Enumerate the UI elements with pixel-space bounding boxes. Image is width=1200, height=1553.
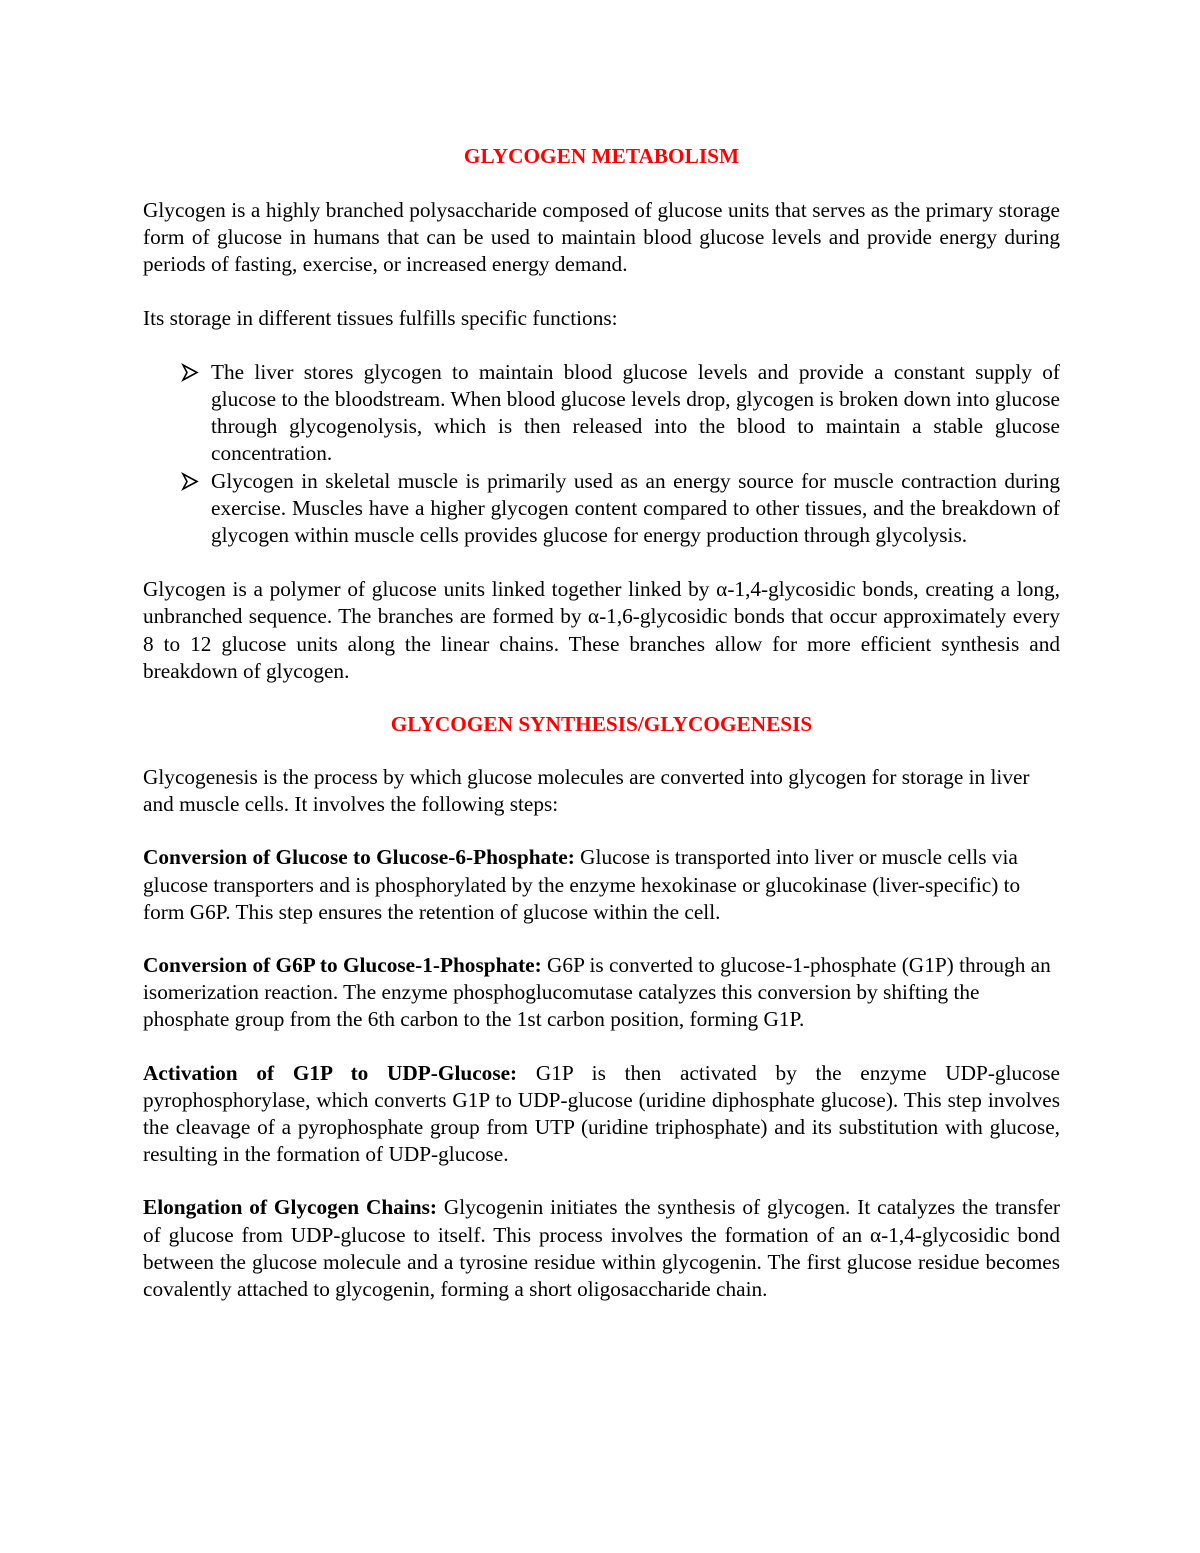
list-item xyxy=(143,468,1060,550)
step-text: Glycogenin initiates the synthesis of glycogen. It catalyzes the transfer of glucose from UDP-glucose to itself. This process involves the formation of an α-1,4-glycosidic bond between the glucose molecule and a tyrosine residue within glycogenin. The first glucose residue becomes covalently attached to glycogenin, forming a short oligosaccharide chain. xyxy=(143,1195,1060,1302)
structure-paragraph: Glycogen is a polymer of glucose units linked together linked by α-1,4-glycosidic bonds, creating a long, unbranched sequence. The branches are formed by α-1,6-glycosidic bonds that occur approximately every 8 to 12 glucose units along the linear chains. These branches allow for more efficient synthesis and breakdown of glycogen. xyxy=(143,577,1060,683)
step-paragraph xyxy=(143,1060,1060,1169)
arrowhead-bullet-icon xyxy=(180,468,200,495)
arrowhead-bullet-icon xyxy=(180,359,200,386)
document-page xyxy=(143,138,1060,1303)
storage-lead-paragraph: Its storage in different tissues fulfills specific functions: xyxy=(143,305,618,330)
step-label: Activation of G1P to UDP-Glucose: xyxy=(143,1060,518,1085)
list-item xyxy=(143,359,1060,468)
step-text: G1P is then activated by the enzyme UDP-glucose pyrophosphorylase, which converts G1P to UDP-glucose (uridine diphosphate glucose). This step involves the cleavage of a pyrophosphate group from UTP (uridine triphosphate) and its substitution with glucose, resulting in the formation of UDP-glucose. xyxy=(143,1060,1060,1167)
list-item-text: The liver stores glycogen to maintain blood glucose levels and provide a constant supply of glucose to the bloodstream. When blood glucose levels drop, glycogen is broken down into glucose through glycogenolysis, which is then released into the blood to maintain a stable glucose concentration. xyxy=(211,359,1060,466)
step-text: Glucose is transported into liver or muscle cells via glucose transporters and is phosphorylated by the enzyme hexokinase or glucokinase (liver-specific) to form G6P. This step ensures the retention of glucose within the cell. xyxy=(143,845,1021,924)
tissue-function-list xyxy=(143,359,1060,549)
page-title: GLYCOGEN METABOLISM xyxy=(463,144,740,168)
step-label: Conversion of G6P to Glucose-1-Phosphate: xyxy=(143,953,542,978)
step-text: G6P is converted to glucose-1-phosphate (G1P) through an isomerization reaction. The enzyme phosphoglucomutase catalyzes this conversion by shifting the phosphate group from the 6th carbon to the 1st carbon position, forming G1P. xyxy=(143,953,1051,1032)
intro-paragraph: Glycogen is a highly branched polysaccharide composed of glucose units that serves as the primary storage form of glucose in humans that can be used to maintain blood glucose levels and provide energy during periods of fasting, exercise, or increased energy demand. xyxy=(143,198,1060,277)
step-label: Elongation of Glycogen Chains: xyxy=(143,1195,438,1220)
section-intro-paragraph: Glycogenesis is the process by which glucose molecules are converted into glycogen for storage in liver and muscle cells. It involves the following steps: xyxy=(143,765,1030,817)
step-label: Conversion of Glucose to Glucose-6-Phosphate: xyxy=(143,845,575,870)
step-paragraph xyxy=(143,844,1060,926)
section-title: GLYCOGEN SYNTHESIS/GLYCOGENESIS xyxy=(390,712,813,737)
step-paragraph xyxy=(143,952,1060,1034)
list-item-text: Glycogen in skeletal muscle is primarily used as an energy source for muscle contraction during exercise. Muscles have a higher glycogen content compared to other tissues, and the breakdown of glycogen within muscle cells provides glucose for energy production through glycolysis. xyxy=(211,468,1060,548)
step-paragraph xyxy=(143,1194,1060,1303)
